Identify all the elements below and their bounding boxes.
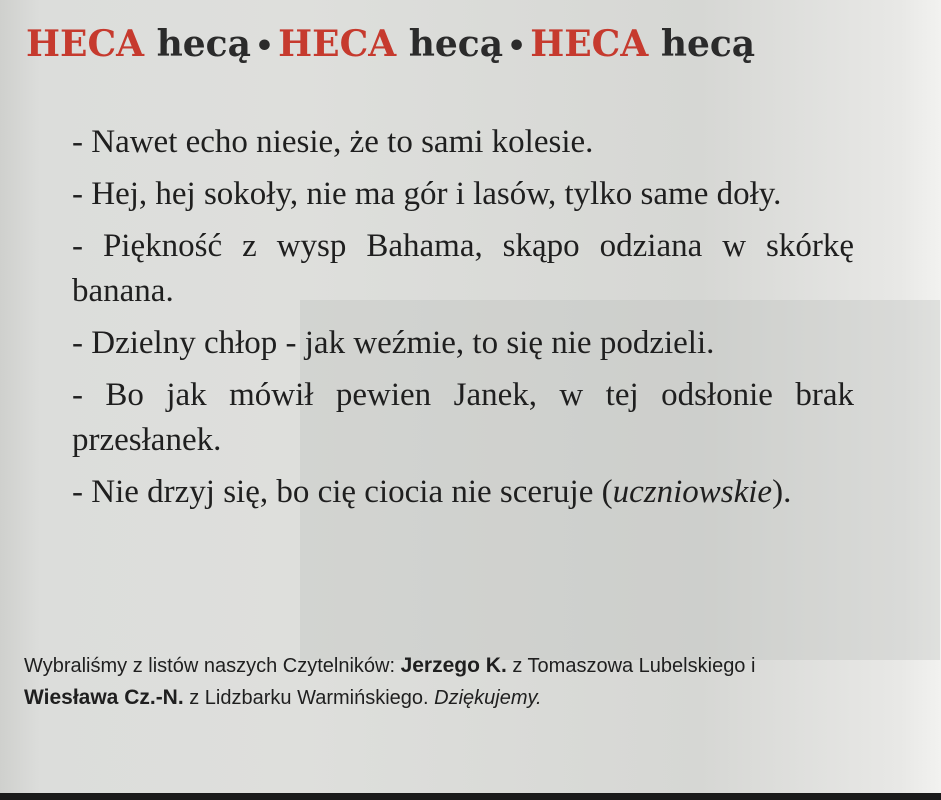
joke-item: - Hej, hej sokoły, nie ma gór i lasów, tylko same doły. (72, 176, 782, 212)
header-lower-3: hecą (660, 23, 756, 65)
joke-source-italic: uczniowskie (612, 474, 773, 510)
header-caps-3: HECA (530, 23, 649, 65)
credits-name-2: Wiesława Cz.-N. (24, 686, 184, 709)
header-lower-1: hecą (156, 23, 251, 65)
joke-item: - Piękność z wysp Bahama, skąpo odziana w skórkę banana. (72, 228, 854, 309)
credits-intro: Wybraliśmy z listów naszych Czytelników: (24, 655, 401, 677)
credits-name-1: Jerzego K. (400, 654, 507, 677)
joke-tail: ). (772, 474, 792, 510)
header-separator-1: • (254, 29, 275, 64)
credits-thanks: Dziękujemy. (434, 687, 542, 709)
credits-end: z Lidzbarku Warmińskiego. (183, 687, 435, 709)
header-lower-2: hecą (408, 23, 504, 65)
jokes-list (72, 120, 854, 522)
header-separator-2: • (507, 29, 527, 64)
section-header (26, 20, 906, 68)
credits-mid: z Tomaszowa Lubelskiego i (506, 655, 756, 677)
joke-item-last (72, 470, 854, 515)
credits-note (24, 650, 854, 714)
joke-item: - Dzielny chłop - jak weźmie, to się nie podzieli. (72, 325, 715, 361)
header-caps-1: HECA (26, 23, 145, 65)
joke-item: - Nawet echo niesie, że to sami kolesie. (72, 124, 594, 160)
joke-text: - Nie drzyj się, bo cię ciocia nie sceruje ( (72, 474, 613, 510)
bottom-border (0, 793, 941, 800)
joke-item: - Bo jak mówił pewien Janek, w tej odsłonie brak przesłanek. (72, 377, 854, 458)
header-caps-2: HECA (278, 23, 397, 65)
